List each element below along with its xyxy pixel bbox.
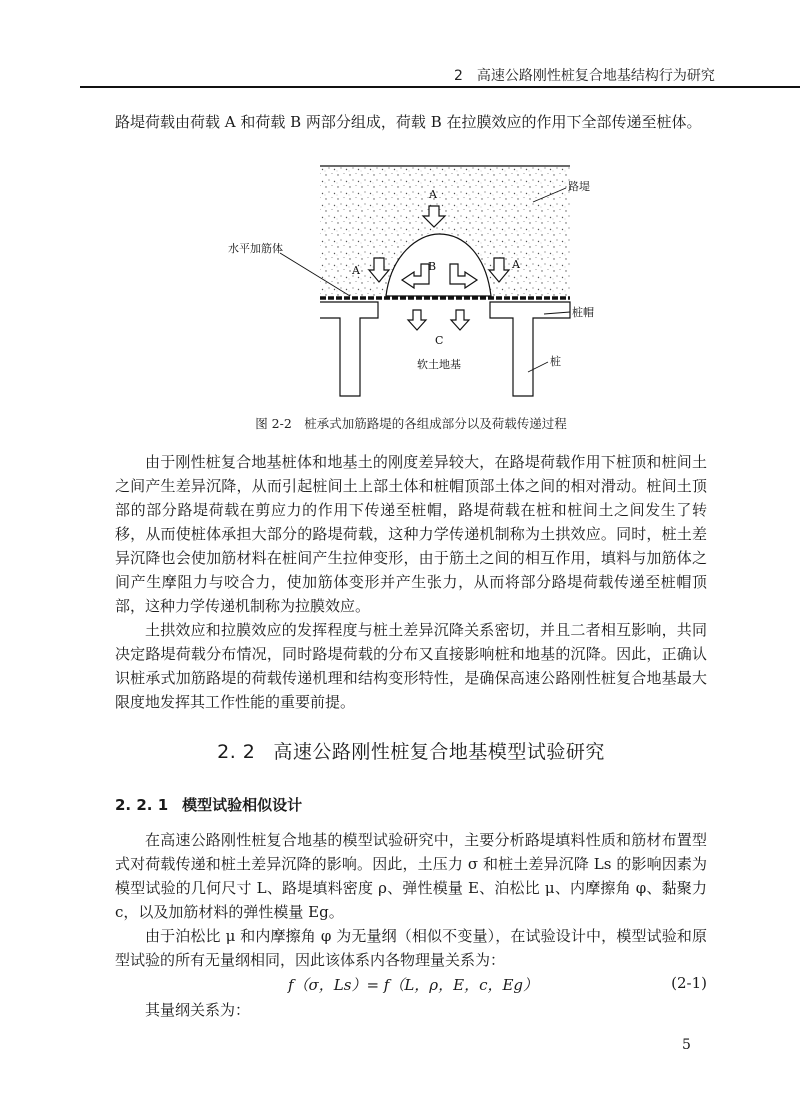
label-load-c: C (435, 334, 444, 347)
paragraph-1: 路堤荷载由荷载 A 和荷载 B 两部分组成，荷载 B 在拉膜效应的作用下全部传递至桩体。 (115, 113, 702, 131)
label-reinforcement: 水平加筋体 (228, 242, 283, 255)
section-title: 高速公路刚性桩复合地基模型试验研究 (273, 741, 605, 763)
label-load-a-left: A (352, 264, 360, 277)
left-pile (320, 302, 378, 396)
paragraph-4: 在高速公路刚性桩复合地基的模型试验研究中，主要分析路堤填料性质和筋材布置型式对荷载传递和桩土差异沉降的影响。因此，土压力 σ 和桩土差异沉降 Ls 的影响因素为模型试验的几何尺寸 L、路堤填料密度 ρ、弹性模量 E、泊松比 μ、内摩擦角 φ、黏聚力 c，以及加筋材料的弹性模量 Eg。 (115, 831, 707, 921)
figure-caption: 图 2-2 桩承式加筋路堤的各组成部分以及荷载传递过程 (255, 416, 567, 431)
running-head: 2 高速公路刚性桩复合地基结构行为研究 (454, 68, 715, 84)
label-load-a-top: A (429, 188, 437, 201)
paragraph-2: 由于刚性桩复合地基桩体和地基土的刚度差异较大，在路堤荷载作用下桩顶和桩间土之间产生差异沉降，从而引起桩间土上部土体和桩帽顶部土体之间的相对滑动。桩间土顶部的部分路堤荷载在剪应力的作用下传递至桩帽，路堤荷载在桩和桩间土之间发生了转移，从而使桩体承担大部分的路堤荷载，这种力学传递机制称为土拱效应。同时，桩土差异沉降也会使加筋材料在桩间产生拉伸变形，由于筋土之间的相互作用，填料与加筋体之间产生摩阻力与咬合力，使加筋体变形并产生张力，从而将部分路堤荷载传递至桩帽顶部，这种力学传递机制称为拉膜效应。 (115, 453, 707, 615)
subsection-title: 模型试验相似设计 (182, 796, 303, 814)
paragraph-5: 由于泊松比 μ 和内摩擦角 φ 为无量纲（相似不变量），在试验设计中，模型试验和原型试验的所有无量纲相同，因此该体系内各物理量关系为： (115, 927, 707, 969)
subsection-number: 2. 2. 1 (115, 796, 169, 814)
label-pile-cap: 桩帽 (572, 306, 594, 319)
section-heading (115, 737, 707, 764)
paragraph-3: 土拱效应和拉膜效应的发挥程度与桩土差异沉降关系密切，并且二者相互影响，共同决定路堤荷载分布情况，同时路堤荷载的分布又直接影响桩和地基的沉降。因此，正确认识桩承式加筋路堤的荷载传递机理和结构变形特性，是确保高速公路刚性桩复合地基最大限度地发挥其工作性能的重要前提。 (115, 621, 707, 711)
label-load-b: B (428, 260, 437, 273)
header-rule (80, 86, 800, 88)
equation-number: (2-1) (671, 974, 707, 992)
paragraph-6: 其量纲关系为： (145, 1001, 251, 1019)
right-pile (490, 302, 570, 396)
label-soft-soil: 软土地基 (417, 358, 461, 371)
arrow-c-right (451, 310, 469, 330)
label-pile: 桩 (550, 355, 561, 368)
arrow-c-left (408, 310, 426, 330)
subsection-heading (115, 794, 302, 815)
section-number: 2. 2 (217, 741, 256, 763)
figure-2-2 (228, 160, 608, 404)
page-number: 5 (682, 1037, 691, 1053)
equation-formula: f（σ，Ls）= f（L，ρ，E，c，Eg） (288, 976, 539, 994)
label-load-a-right: A (512, 258, 520, 271)
label-embankment: 路堤 (568, 180, 590, 193)
